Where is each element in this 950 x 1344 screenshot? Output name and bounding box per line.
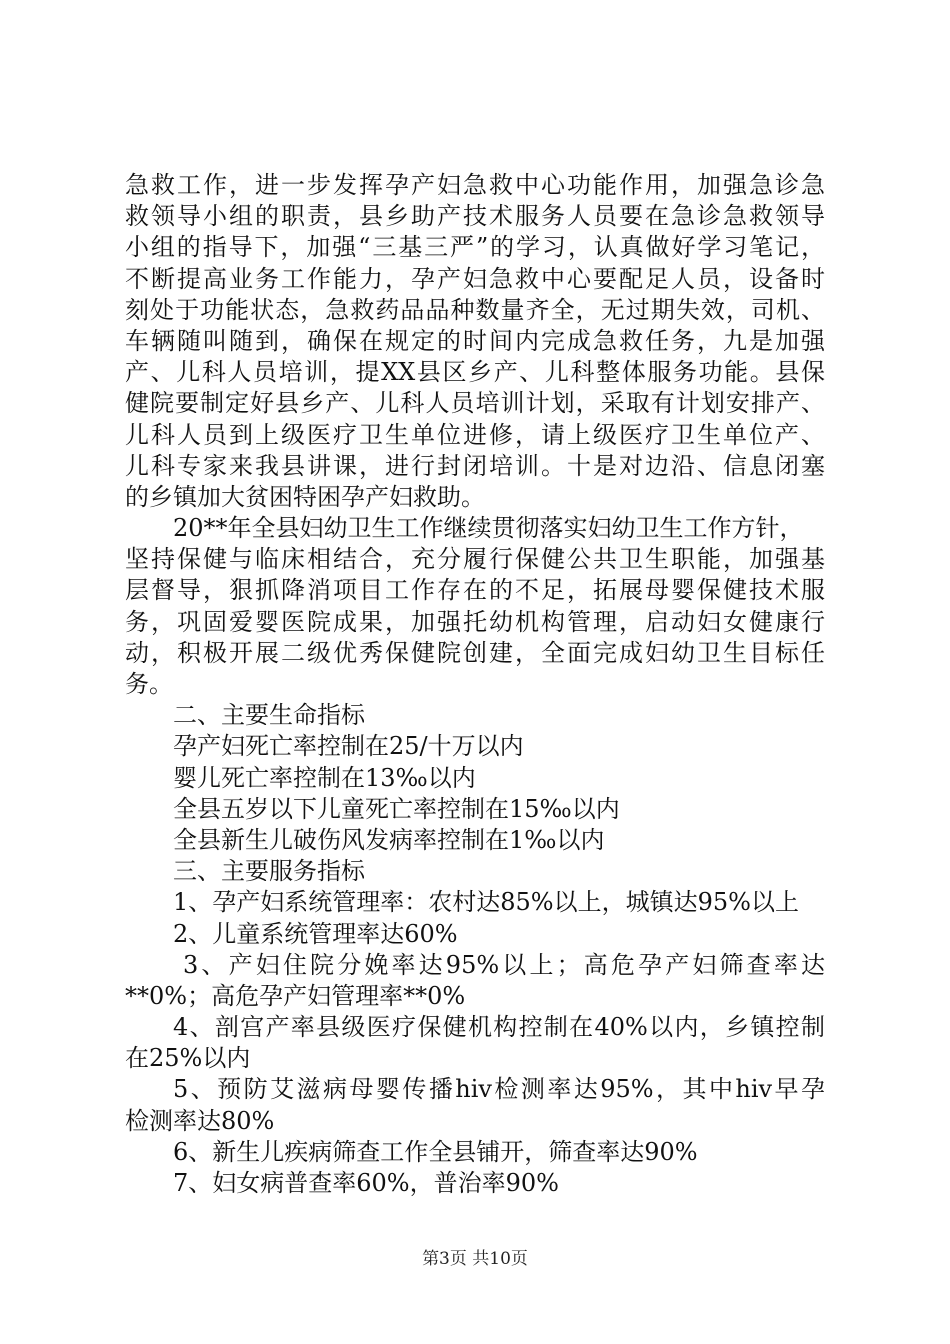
list-item: 4、剖宫产率县级医疗保健机构控制在40%以内，乡镇控制: [173, 1013, 825, 1042]
list-item: 全县五岁以下儿童死亡率控制在15‰以内: [173, 794, 620, 823]
paragraph-line: 儿科专家来我县讲课，进行封闭培训。十是对边沿、信息闭塞: [125, 451, 825, 480]
paragraph-line: 不断提高业务工作能力，孕产妇急救中心要配足人员，设备时: [125, 264, 825, 293]
paragraph-line: 儿科人员到上级医疗卫生单位进修，请上级医疗卫生单位产、: [125, 420, 825, 449]
list-item: 6、新生儿疾病筛查工作全县铺开，筛查率达90%: [173, 1137, 698, 1166]
paragraph-line: 坚持保健与临床相结合，充分履行保健公共卫生职能，加强基: [125, 545, 825, 574]
paragraph-line: 产、儿科人员培训，提XX县区乡产、儿科整体服务功能。县保: [125, 358, 825, 387]
section-life-indicators: [125, 700, 825, 856]
list-item: 5、预防艾滋病母婴传播hiv检测率达95%，其中hiv早孕: [173, 1075, 825, 1104]
section-service-indicators: [125, 856, 825, 1199]
list-item-continuation: **0%；高危孕产妇管理率**0%: [125, 981, 466, 1010]
paragraph-line: 务。: [125, 670, 173, 698]
paragraph-line: 健院要制定好县乡产、儿科人员培训计划，采取有计划安排产、: [125, 389, 825, 418]
section-heading: 三、主要服务指标: [173, 857, 365, 886]
paragraph-line: 小组的指导下，加强“三基三严”的学习，认真做好学习笔记，: [125, 233, 825, 262]
paragraph-line: 救领导小组的职责，县乡助产技术服务人员要在急诊急救领导: [125, 202, 825, 231]
paragraph-line: 20**年全县妇幼卫生工作继续贯彻落实妇幼卫生工作方针，: [173, 514, 804, 543]
paragraph-1: [125, 170, 825, 513]
paragraph-line: 车辆随叫随到，确保在规定的时间内完成急救任务，九是加强: [125, 326, 825, 355]
list-item-continuation: 检测率达80%: [125, 1106, 275, 1135]
paragraph-line: 动，积极开展二级优秀保健院创建，全面完成妇幼卫生目标任: [125, 638, 825, 667]
document-body: [125, 170, 825, 1199]
list-item: 7、妇女病普查率60%，普治率90%: [173, 1169, 559, 1197]
list-item-continuation: 在25%以内: [125, 1044, 251, 1073]
list-item: 3、产妇住院分娩率达95%以上；高危孕产妇筛查率达: [183, 950, 825, 979]
section-heading: 二、主要生命指标: [173, 701, 365, 730]
list-item: 1、孕产妇系统管理率：农村达85%以上，城镇达95%以上: [173, 888, 799, 917]
paragraph-line: 刻处于功能状态，急救药品品种数量齐全，无过期失效，司机、: [125, 295, 825, 324]
list-item: 2、儿童系统管理率达60%: [173, 919, 458, 948]
paragraph-line: 务，巩固爱婴医院成果，加强托幼机构管理，启动妇女健康行: [125, 607, 825, 636]
list-item: 全县新生儿破伤风发病率控制在1‰以内: [173, 825, 605, 854]
list-item: 孕产妇死亡率控制在25/十万以内: [173, 732, 524, 761]
paragraph-line: 的乡镇加大贫困特困孕产妇救助。: [125, 482, 485, 511]
page-number-footer: 第3页 共10页: [422, 1249, 528, 1269]
paragraph-line: 层督导，狠抓降消项目工作存在的不足，拓展母婴保健技术服: [125, 576, 825, 605]
paragraph-line: 急救工作，进一步发挥孕产妇急救中心功能作用，加强急诊急: [125, 171, 825, 199]
paragraph-2: [125, 513, 825, 700]
list-item: 婴儿死亡率控制在13‰以内: [173, 763, 476, 792]
